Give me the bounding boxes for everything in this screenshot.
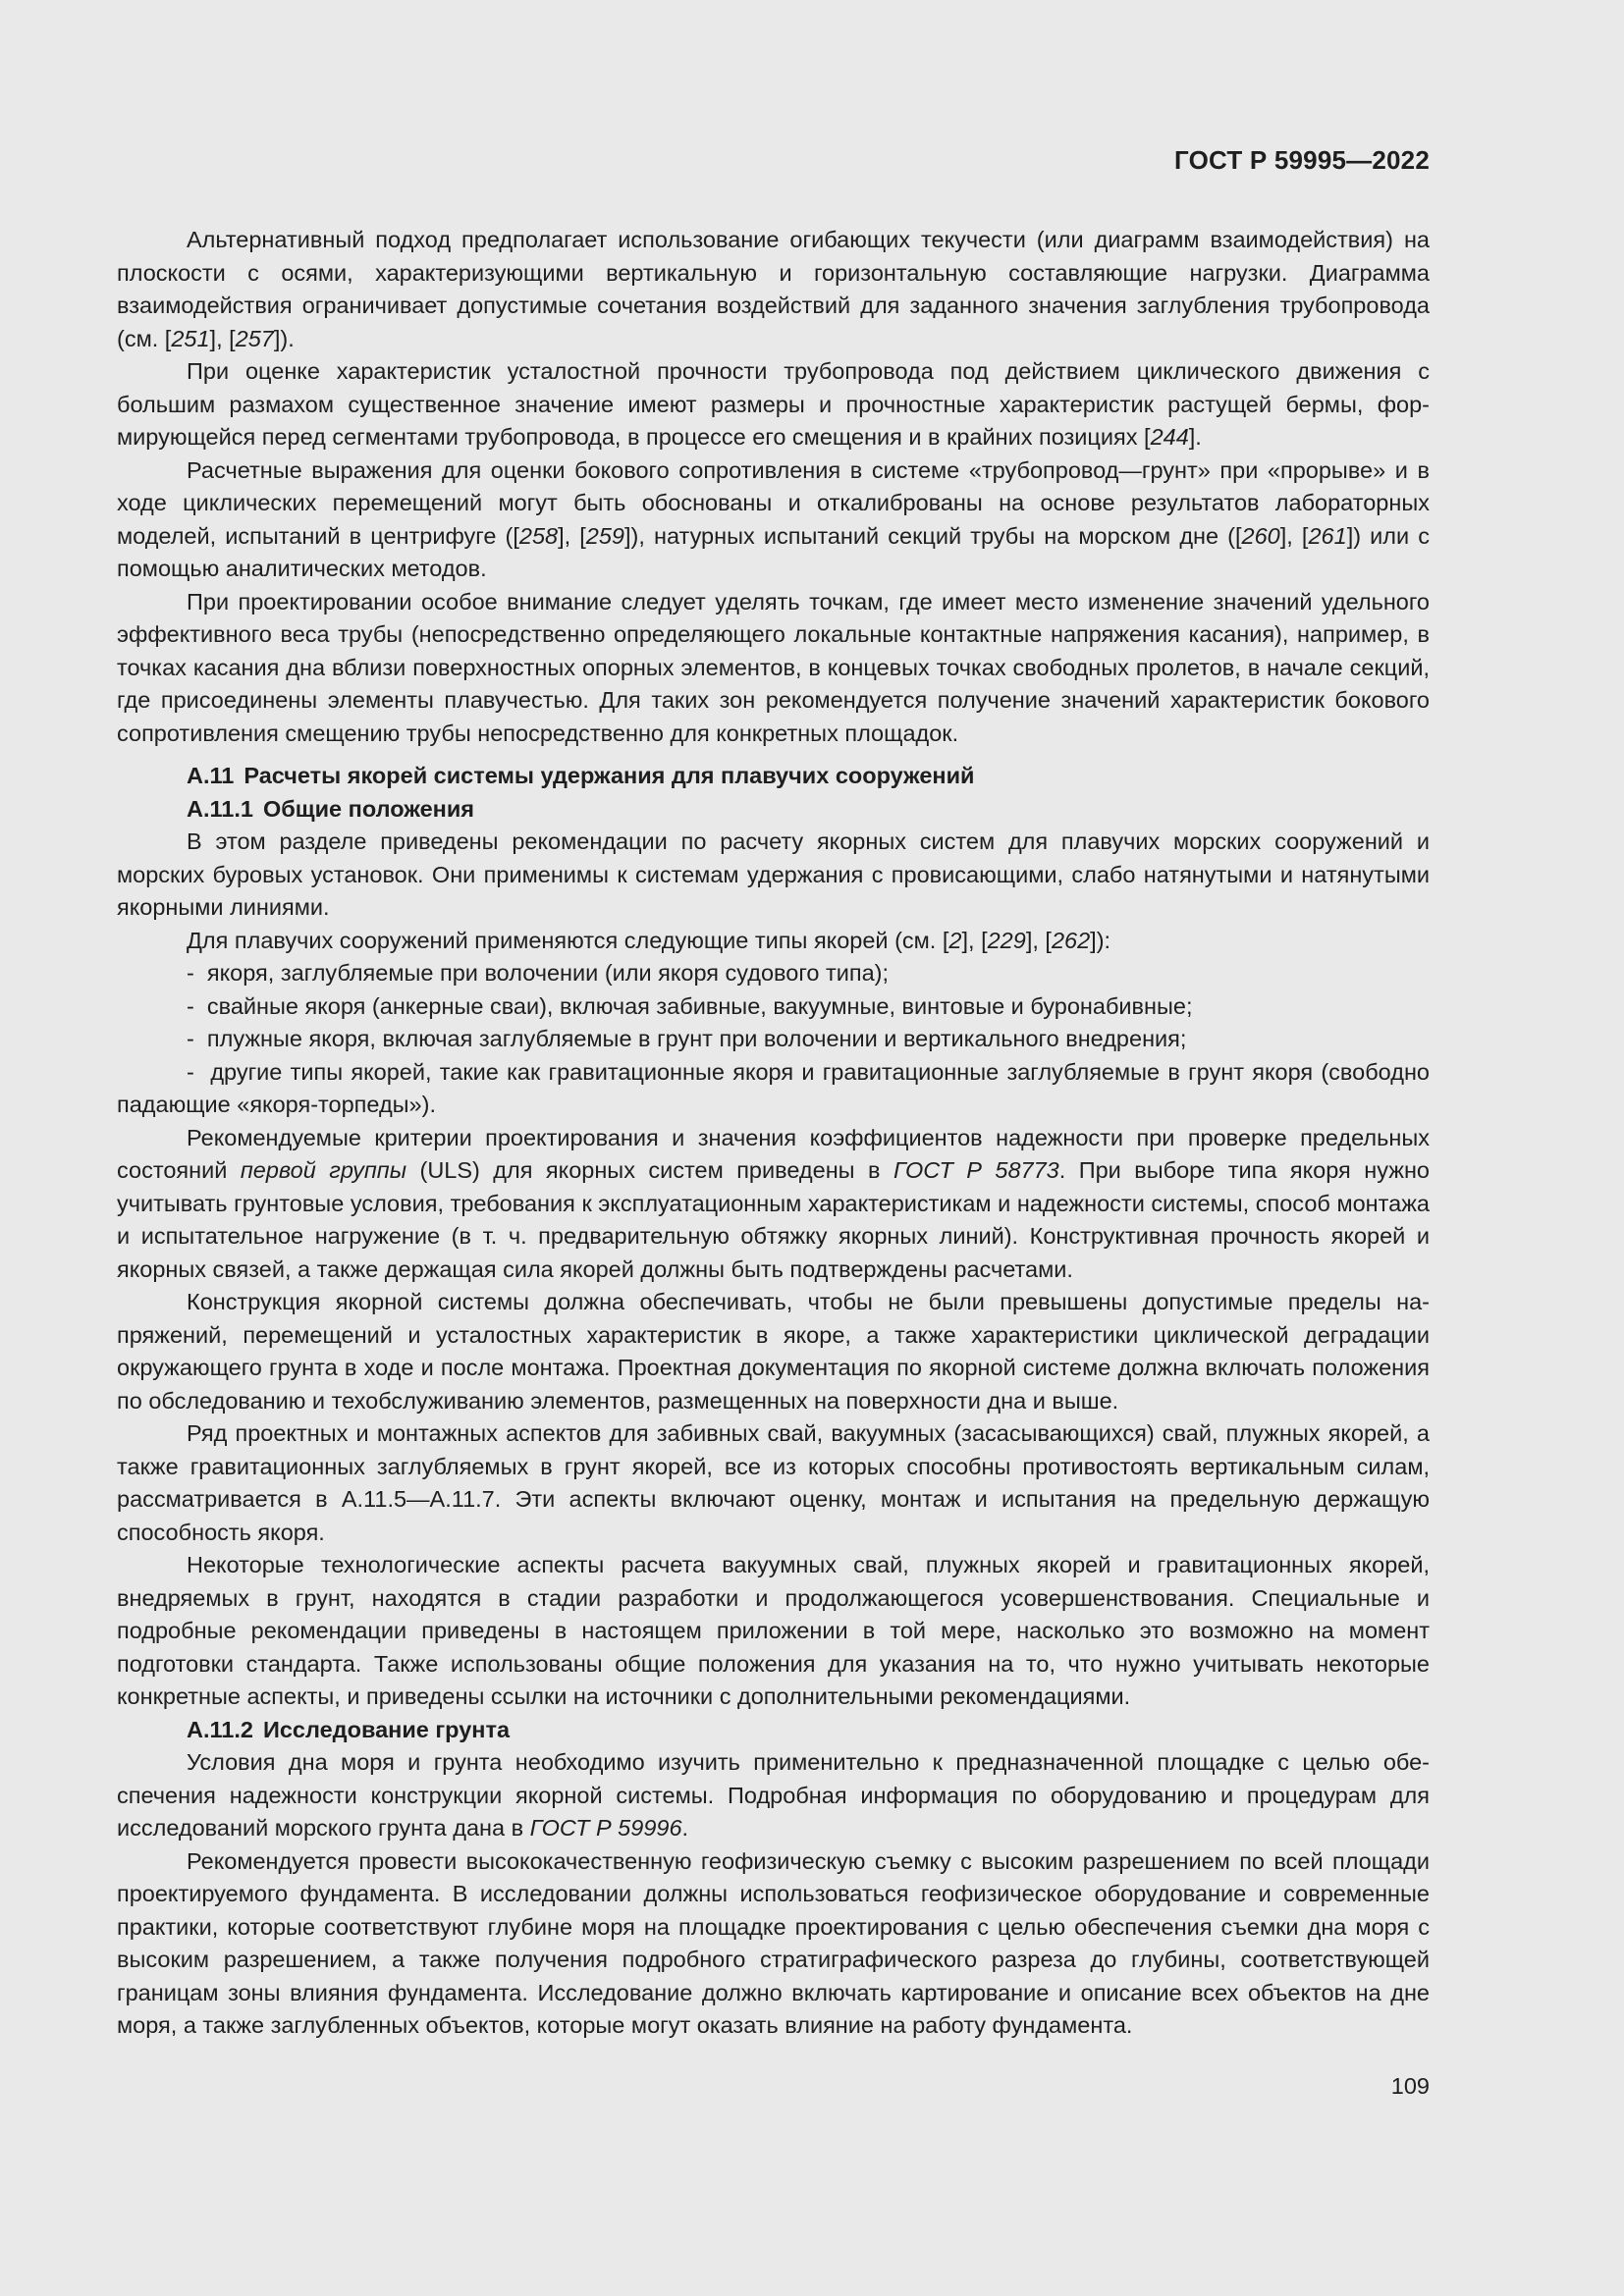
section-heading-a11 [117,760,1430,793]
section-heading-a112 [117,1714,1430,1747]
document-body [117,224,1430,2043]
paragraph: Конструкция якорной системы должна обеспечивать, чтобы не были превышены допустимые пределы напряжений, перемещений и усталостных характеристик в якоре, а также характеристики циклической деградации окружающего грунта в ходе и после монтажа. Проектная документация по якорной системе должна включать положения по обследованию и техобслуживанию элементов, размещенных на поверхности дна и выше. [117,1289,1430,1414]
paragraph: Ряд проектных и монтажных аспектов для забивных свай, вакуумных (засасывающихся) свай, плужных якорей, а также гравитационных заглубляемых в грунт якорей, все из которых способны противостоять вертикальным силам, рассматривается в А.11.5—А.11.7. Эти аспекты включают оценку, монтаж и испытания на предельную держащую способность якоря. [117,1420,1430,1545]
paragraph: Рекомендуется провести высококачественную геофизическую съемку с высоким разрешением по всей площади проектируемого фундамента. В исследовании должны использоваться геофизическое оборудование и современные практики, которые соответствуют глубине моря на площадке проектирования с целью обеспечения съемки дна моря с высоким разрешением, а также получения подробного стратиграфического разреза до глубины, соответствующей границам зоны влияния фундамента. Исследование должно включать картирование и описание всех объектов на дне моря, а также заглубленных объектов, которые могут оказать влияние на работу фундамента. [117,1847,1430,2038]
section-heading-a111 [117,793,1430,827]
section-title: Исследование грунта [262,1716,511,1742]
paragraph: Некоторые технологические аспекты расчета вакуумных свай, плужных якорей и гравитационных якорей, внедряемых в грунт, находятся в стадии разработки и продолжающегося усовершенствования. Специальные и подробные рекомендации приведены в настоящем приложении в той мере, насколько это возможно на момент подготовки стандарта. Также использованы общие положения для указания на то, что нужно учитывать некоторые конкретные аспекты, и приведены ссылки на источники с дополнительными рекомендациями. [117,1552,1430,1709]
section-title: Общие положения [262,795,475,822]
section-number: А.11.1 [187,795,253,822]
paragraph: Рекомендуемые критерии проектирования и значения коэффициентов надежности при проверке предельных состояний первой группы (ULS) для якорных систем приведены в ГОСТ Р 58773. При выборе типа якоря нужно учитывать грунтовые условия, требования к эксплуатационным характеристикам и надежности системы, способ монтажа и испытательное нагружение (в т. ч. предварительную обтяжку якорных линий). Конструктивная прочность якорей и якорных связей, а также держащая сила якорей должны быть подтверждены расчетами. [117,1124,1430,1282]
section-a111-paragraphs [117,826,1430,1714]
paragraph: При проектировании особое внимание следует уделять точкам, где имеет место изменение значений удельного эффективного веса трубы (непосредственно определяющего локальные контактные напряжения касания), например, в точках касания дна вблизи поверхностных опорных элементов, в концевых точках свободных пролетов, в начале секций, где присоединены элементы плавучестью. Для таких зон рекомендуется получение значений характеристик бокового сопротивления смещению трубы непосредственно для конкретных площадок. [117,588,1430,746]
paragraph: Для плавучих сооружений применяются следующие типы якорей (см. [2], [229], [262]): [187,927,1111,953]
section-number: А.11.2 [187,1716,253,1742]
paragraph: В этом разделе приведены рекомендации по расчету якорных систем для плавучих морских сооружений и морских буровых установок. Они применимы к системам удержания с провисающими, слабо натянутыми и натянутыми якорными линиями. [117,828,1430,920]
paragraph: Альтернативный подход предполагает использование огибающих текучести (или диаграмм взаимодействия) на плоскости с осями, характеризующими вертикальную и горизонтальную составляющие нагрузки. Диаграмма взаимодействия ограничивает допустимые сочетания воздействий для заданного значения заглубления трубопровода (см. [251], [257]). [117,227,1430,351]
section-a112-paragraphs [117,1746,1430,2043]
section-title: Расчеты якорей системы удержания для плавучих сооружений [244,763,975,788]
page-number: 109 [1390,2073,1430,2099]
document-header: ГОСТ Р 59995—2022 [1174,145,1430,175]
intro-paragraphs [117,224,1430,750]
paragraph: Расчетные выражения для оценки бокового сопротивления в системе «трубопровод—грунт» при «прорыве» и в ходе циклических перемещений могут быть обоснованы и откалиброваны на основе результатов лабораторных моделей, испытаний в центрифуге ([258], [259]), натурных испытаний секций трубы на морском дне ([260], [261]) или с помощью аналитических методов. [117,456,1430,581]
list-item: - другие типы якорей, такие как гравитационные якоря и гравитационные заглубляемые в грунт якоря (свободно падающие «якоря-торпеды»). [117,1058,1430,1117]
list-item: - якоря, заглубляемые при волочении (или якоря судового типа); [187,960,890,986]
list-item: - плужные якоря, включая заглубляемые в грунт при волочении и вертикального внедрения; [187,1026,1187,1051]
section-number: А.11 [187,763,235,788]
list-item: - свайные якоря (анкерные сваи), включая забивные, вакуумные, винтовые и буронабивные; [187,992,1193,1019]
paragraph: При оценке характеристик усталостной прочности трубопровода под действием циклического движения с большим размахом существенное значение имеют размеры и прочностные характеристик растущей бермы, формирующейся перед сегментами трубопровода, в процессе его смещения и в крайних позициях [244]. [117,358,1430,450]
paragraph: Условия дна моря и грунта необходимо изучить применительно к предназначенной площадке с целью обеспечения надежности конструкции якорной системы. Подробная информация по оборудованию и процедурам для исследований морского грунта дана в ГОСТ Р 59996. [117,1749,1430,1841]
